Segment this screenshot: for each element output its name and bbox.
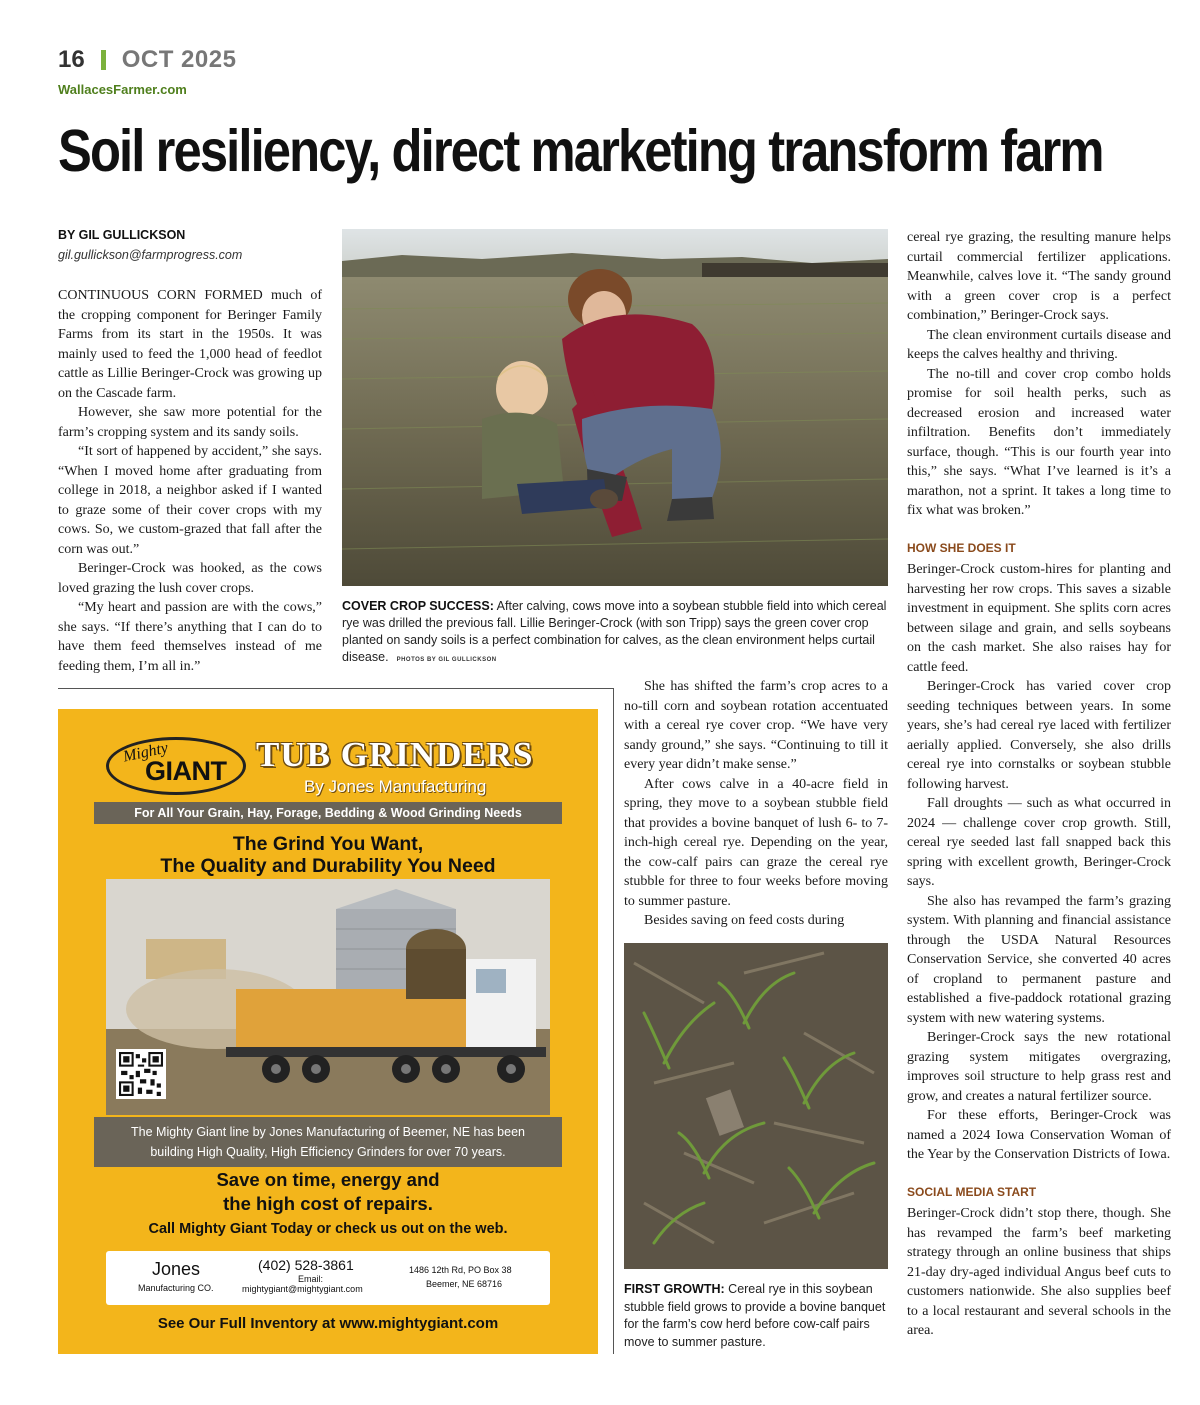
mighty-giant-advertisement (58, 709, 598, 1354)
paragraph: The no-till and cover crop combo holds promise for soil health perks, such as decreased erosion and increased water infiltration. Benefits don’t immediately surface, though. “This is our fourth year into this,” she says. “What I’ve learned is it’s a marathon, not a sprint. It takes a long time to fix what was broken.” (907, 366, 1171, 518)
ad-tagline-1: The Grind You Want, (232, 833, 424, 855)
ad-tagline-2: The Quality and Durability You Need (160, 855, 496, 877)
cover-crop-photo (342, 229, 888, 586)
ad-info-line-1: The Mighty Giant line by Jones Manufacturing of Beemer, NE has been (131, 1125, 525, 1139)
paragraph: However, she saw more potential for the farm’s cropping system and its sandy soils. (58, 405, 322, 440)
email-label: Email: (298, 1274, 324, 1284)
caption-text: After calving, cows move into a soybean stubble field into which cereal rye was drilled the previous fall. Lillie Beringer-Crock (with son Tripp) says the green cover crop planted on sandy soils is a perfect combination for calves, as the clean environment helps curtail disease. (342, 599, 887, 664)
photo-credit: PHOTOS BY GIL GULLICKSON (396, 657, 497, 663)
paragraph: cereal rye grazing, the resulting manure helps curtail commercial fertilizer applications. Meanwhile, calves love it. “The sandy ground with a green cover crop is a perfect combination,” Beringer-Crock says. (907, 230, 1171, 323)
qr-code[interactable] (116, 1049, 166, 1099)
paragraph: Beringer-Crock has varied cover crop seeding techniques between years. In some years, she’s had cereal rye laced with fertilizer aerially applied. Conversely, she also drills cereal rye into cornstalks or soybean stubble following harvest. (907, 679, 1171, 792)
author-email: gil.gullickson@farmprogress.com (58, 248, 243, 262)
subhead-how-she-does-it: HOW SHE DOES IT (907, 540, 1016, 555)
logo-giant-text: GIANT (145, 756, 227, 786)
ad-top-rule (58, 688, 614, 689)
ad-save-line-1: Save on time, energy and (216, 1169, 440, 1190)
company-address-line-2: Beemer, NE 68716 (426, 1279, 503, 1289)
caption-lead: COVER CROP SUCCESS: (342, 599, 494, 613)
ad-side-rule (613, 688, 614, 1354)
ad-info-box (94, 1117, 562, 1167)
tub-grinder-photo (106, 879, 550, 1115)
paragraph: “My heart and passion are with the cows,” she says. “If there’s anything that I can do to have them feed themselves instead of me feeding them, I’m all in.” (58, 600, 322, 674)
page-number: 16 (58, 46, 85, 73)
byline: BY GIL GULLICKSON (58, 228, 186, 242)
paragraph: Beringer-Crock was hooked, as the cows loved grazing the lush cover crops. (58, 561, 322, 596)
company-email[interactable]: mightygiant@mightygiant.com (242, 1284, 363, 1294)
paragraph: She has shifted the farm’s crop acres to a no-till corn and soybean rotation accentuated with a cereal rye cover crop. “We have very sandy ground,” she says. “Continuing to till it every year didn’t make sense.” (624, 679, 888, 772)
company-phone[interactable]: (402) 528-3861 (258, 1257, 354, 1273)
page-folio (58, 46, 236, 74)
ad-subtitle: By Jones Manufacturing (304, 777, 487, 796)
ad-contact-card (106, 1251, 550, 1305)
paragraph: Besides saving on feed costs during (644, 913, 845, 928)
ad-banner: For All Your Grain, Hay, Forage, Bedding & Wood Grinding Needs (94, 802, 562, 824)
article-headline: Soil resiliency, direct marketing transform farm (58, 118, 1103, 184)
paragraph: Beringer-Crock didn’t stop there, though. She has revamped the farm’s beef marketing strategy through an online business that ships 21-day dry-aged individual Angus beef cuts to customers nationwide. She also supplies beef to a local restaurant and several schools in the area. (907, 1206, 1171, 1338)
article-column-3 (907, 228, 1171, 1341)
company-name: Jones (152, 1259, 201, 1279)
photo-caption-1 (342, 598, 888, 669)
paragraph: The clean environment curtails disease and keeps the calves healthy and thriving. (907, 327, 1171, 362)
ad-save-line-2: the high cost of repairs. (223, 1193, 433, 1214)
caption-lead: FIRST GROWTH: (624, 1282, 725, 1296)
subhead-social-media-start: SOCIAL MEDIA START (907, 1184, 1037, 1199)
paragraph: Beringer-Crock says the new rotational grazing system mitigates overgrazing, improves soil structure to help grass rest and grow, and creates a natural fertilizer source. (907, 1030, 1171, 1104)
article-column-1 (58, 286, 322, 676)
ad-info-line-2: building High Quality, High Efficiency Grinders for over 70 years. (150, 1145, 506, 1159)
cereal-rye-photo (624, 943, 888, 1269)
article-column-2 (624, 677, 888, 931)
paragraph: After cows calve in a 40-acre field in spring, they move to a soybean stubble field that provides a bovine banquet of lush 6- to 7-inch-high cereal rye. Depending on the year, the cow-calf pairs can graze the cereal rye stubble for three to four weeks before moving to summer pasture. (624, 776, 888, 909)
photo-caption-2 (624, 1281, 888, 1351)
folio-divider (101, 50, 106, 70)
paragraph: “It sort of happened by accident,” she says. “When I moved home after graduating from college in 2018, a neighbor asked if I wanted to graze some of their cover crops with my cows. So, we custom-grazed that fall after the corn was out.” (58, 444, 322, 557)
paragraph: For these efforts, Beringer-Crock was named a 2024 Iowa Conservation Woman of the Year by the Conservation Districts of Iowa. (907, 1108, 1171, 1162)
ad-title: TUB GRINDERS (256, 735, 534, 774)
paragraph: Fall droughts — such as what occurred in 2024 — challenge cover crop growth. Still, cereal rye seeded last fall snapped back this spring with excellent growth, Beringer-Crock says. (907, 796, 1171, 889)
mighty-giant-logo (106, 737, 246, 795)
site-name: WallacesFarmer.com (58, 82, 187, 97)
ad-inventory-link[interactable]: See Our Full Inventory at www.mightygiant.com (157, 1315, 499, 1332)
caption-text: Cereal rye in this soybean stubble field grows to provide a bovine banquet for the farm’s cow herd before cow-calf pairs move to summer pasture. (624, 1282, 886, 1349)
paragraph: CONTINUOUS CORN FORMED much of the cropping component for Beringer Family Farms from its start in the 1950s. It was mainly used to feed the 1,000 head of feedlot cattle as Lillie Beringer-Crock was growing up on the Cascade farm. (58, 288, 322, 401)
ad-call-to-action: Call Mighty Giant Today or check us out on the web. (148, 1221, 508, 1237)
logo-mighty-text: Mighty (121, 739, 170, 766)
company-address-line-1: 1486 12th Rd, PO Box 38 (409, 1265, 512, 1275)
company-subtitle: Manufacturing CO. (138, 1283, 214, 1293)
paragraph: She also has revamped the farm’s grazing system. With planning and financial assistance through the USDA Natural Resources Conservation Service, she converted 40 acres of cropland to permanent pasture and established a five-paddock rotational grazing system with new watering systems. (907, 893, 1171, 1026)
paragraph: Beringer-Crock custom-hires for planting and harvesting her row crops. This saves a sizable investment in equipment. She splits corn acres between silage and grain, and sells soybeans on the cash market. She also raises hay for cattle feed. (907, 562, 1171, 675)
issue-date: OCT 2025 (121, 46, 237, 73)
